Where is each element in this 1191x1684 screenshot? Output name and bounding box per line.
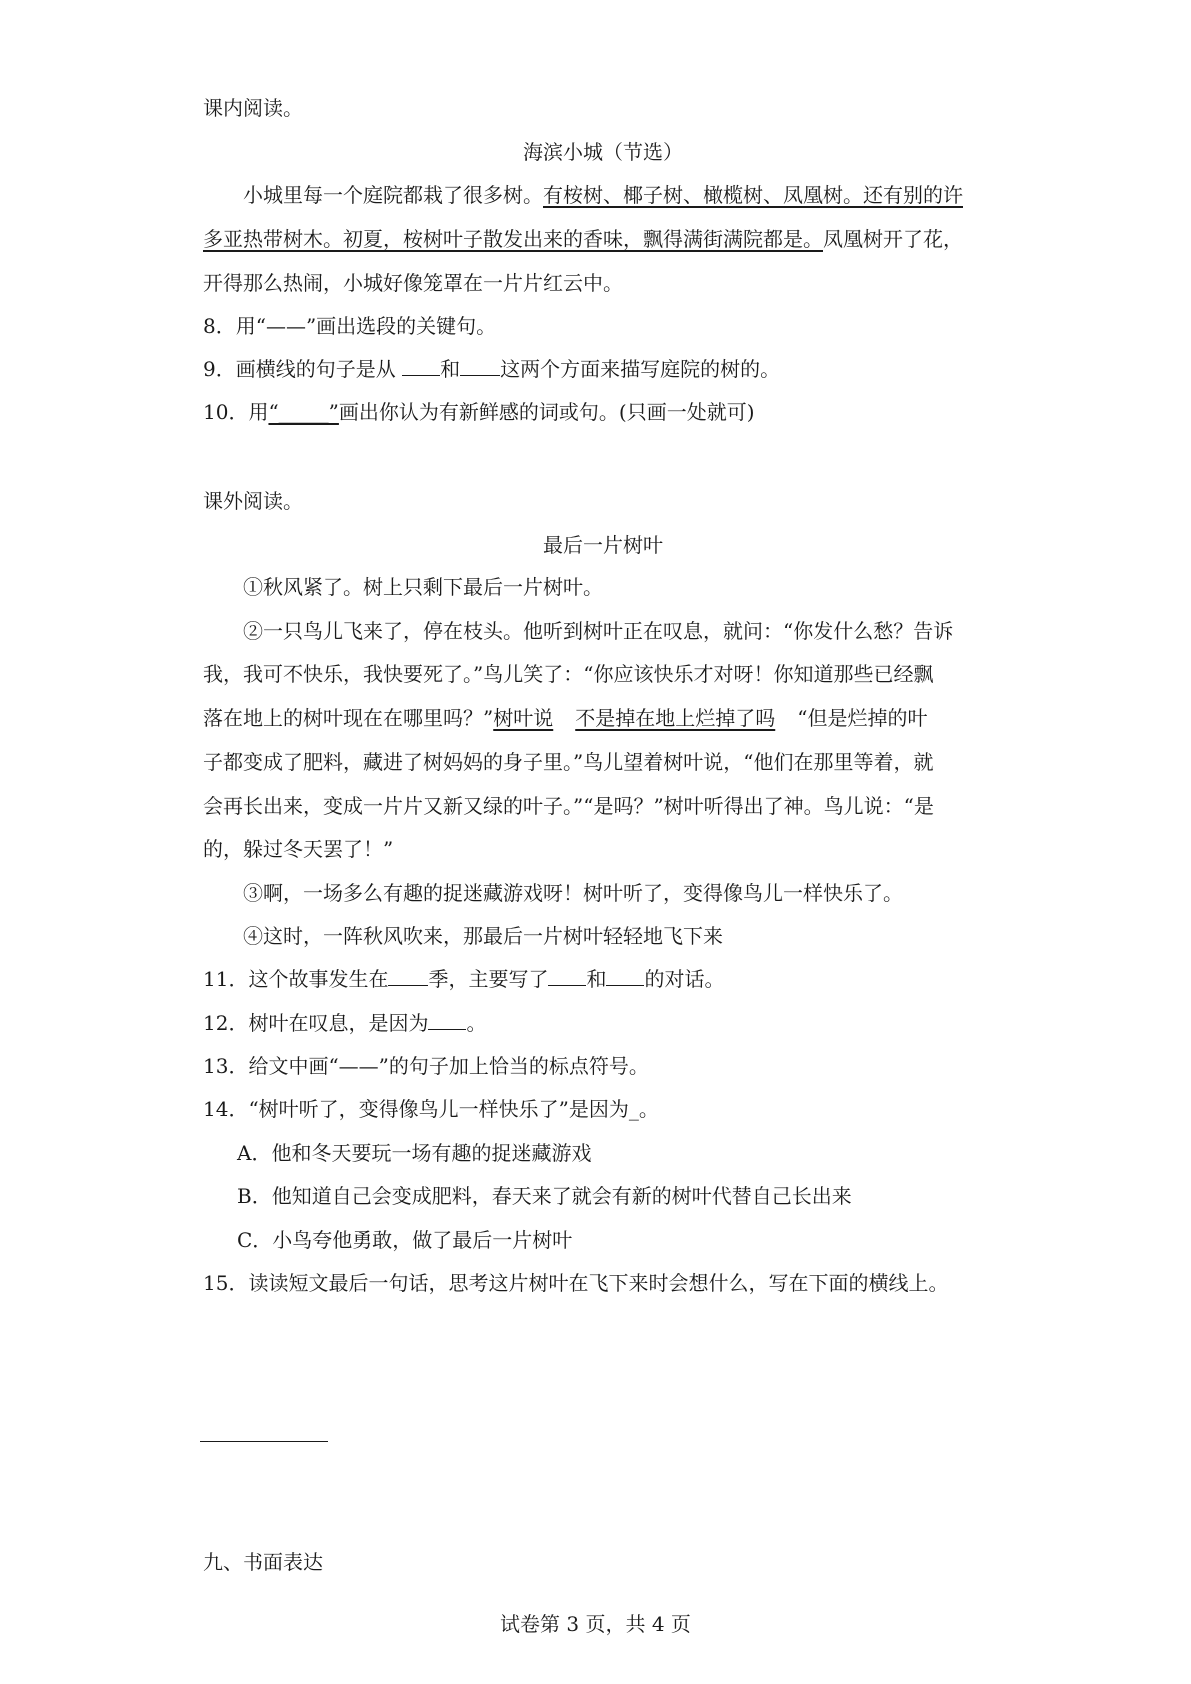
story-line: 子都变成了肥料，藏进了树妈妈的身子里。”鸟儿望着树叶说，“他们在那里等着，就: [203, 750, 934, 774]
option-b[interactable]: B．他知道自己会变成肥料，春天来了就会有新的树叶代替自己长出来: [237, 1184, 852, 1208]
story-paragraph-3: ③啊，一场多么有趣的捉迷藏游戏呀！树叶听了，变得像鸟儿一样快乐了。: [243, 881, 903, 905]
option-a[interactable]: A．他和冬天要玩一场有趣的捉迷藏游戏: [237, 1141, 592, 1165]
answer-blank[interactable]: [460, 357, 500, 376]
question-10: 10．用“_____”画出你认为有新鲜感的词或句。(只画一处就可): [203, 400, 755, 424]
question-13: 13．给文中画“——”的句子加上恰当的标点符号。: [203, 1054, 649, 1078]
question-11: 11．这个故事发生在 季，主要写了 和 的对话。: [203, 967, 725, 991]
story-line: 会再长出来，变成一片片又新又绿的叶子。”“是吗？”树叶听得出了神。鸟儿说：“是: [203, 794, 934, 818]
section-heading-writing: 九、书面表达: [203, 1550, 323, 1574]
answer-blank[interactable]: [388, 967, 428, 986]
story-line: 我，我可不快乐，我快要死了。”鸟儿笑了：“你应该快乐才对呀！你知道那些已经飘: [203, 662, 934, 686]
story-title: 最后一片树叶: [543, 533, 663, 557]
passage-title: 海滨小城（节选）: [523, 140, 683, 164]
underlined-sentence: 多亚热带树木。初夏，桉树叶子散发出来的香味，飘得满街满院都是。: [203, 227, 823, 251]
passage-text: 小城里每一个庭院都栽了很多树。: [243, 183, 543, 207]
passage-line: [203, 225, 1003, 253]
answer-line[interactable]: [200, 1441, 328, 1442]
question-12: 12．树叶在叹息，是因为 。: [203, 1011, 487, 1035]
answer-blank[interactable]: [428, 1011, 466, 1030]
section-heading-extracurricular: 课外阅读。: [203, 489, 303, 513]
question-15: 15．读读短文最后一句话，思考这片树叶在飞下来时会想什么，写在下面的横线上。: [203, 1271, 949, 1295]
passage-text: 凤凰树开了花，: [823, 227, 963, 251]
story-paragraph-4: ④这时，一阵秋风吹来，那最后一片树叶轻轻地飞下来: [243, 924, 723, 948]
option-c[interactable]: C．小鸟夸他勇敢，做了最后一片树叶: [237, 1228, 573, 1252]
story-paragraph-2: ②一只鸟儿飞来了，停在枝头。他听到树叶正在叹息，就问：“你发什么愁？告诉: [243, 619, 954, 643]
underlined-sentence: 不是掉在地上烂掉了吗: [575, 706, 776, 730]
question-8: 8．用“——”画出选段的关键句。: [203, 314, 497, 338]
underlined-sentence: 树叶说: [493, 706, 554, 730]
page-footer: 试卷第 3 页，共 4 页: [500, 1612, 691, 1636]
story-paragraph-1: ①秋风紧了。树上只剩下最后一片树叶。: [243, 575, 603, 599]
passage-line: [243, 181, 1043, 209]
answer-blank[interactable]: [402, 357, 440, 376]
question-9: 9．画横线的句子是从 和 这两个方面来描写庭院的树的。: [203, 357, 781, 381]
story-line: 的，躲过冬天罢了！”: [203, 837, 394, 861]
answer-blank[interactable]: [606, 967, 644, 986]
question-14: 14．“树叶听了，变得像鸟儿一样快乐了”是因为_。: [203, 1097, 659, 1121]
underlined-sentence: 有桉树、椰子树、橄榄树、凤凰树。还有别的许: [543, 183, 963, 207]
section-heading-in-class: 课内阅读。: [203, 96, 303, 120]
story-line: 落在地上的树叶现在在哪里吗？”树叶说 不是掉在地上烂掉了吗 “但是烂掉的叶: [203, 706, 928, 730]
passage-line: 开得那么热闹，小城好像笼罩在一片片红云中。: [203, 271, 623, 295]
answer-blank[interactable]: [548, 967, 586, 986]
